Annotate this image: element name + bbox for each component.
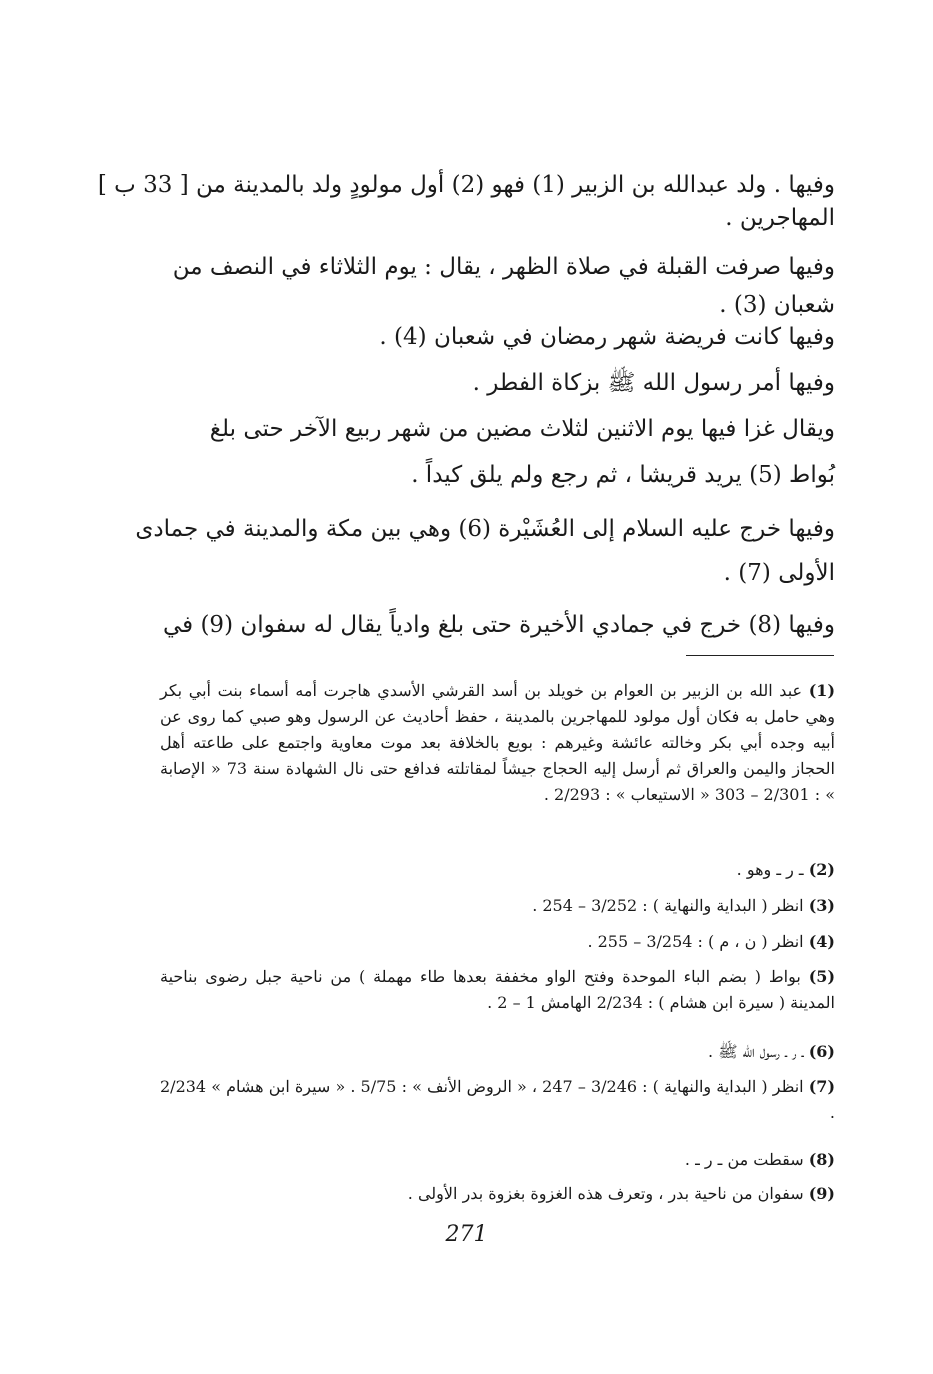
main-line-1: وفيها . ولد عبدالله بن الزبير (1) فهو (2) أول مولودٍ ولد بالمدينة من [ 33 ب ] bbox=[97, 172, 835, 198]
main-line-5: وفيها كانت فريضة شهر رمضان في شعبان (4) . bbox=[379, 324, 835, 350]
footnote-3-number: (3) bbox=[808, 896, 835, 915]
footnote-5-number: (5) bbox=[808, 967, 836, 986]
footnote-8-text: سقطت من ـ ر ـ . bbox=[684, 1150, 804, 1169]
footnote-3 bbox=[532, 894, 835, 918]
footnote-1-number: (1) bbox=[808, 681, 836, 700]
footnote-7-number: (7) bbox=[808, 1077, 836, 1096]
page-number: 271 bbox=[445, 1222, 488, 1247]
footnote-1 bbox=[160, 678, 835, 808]
footnote-2-number: (2) bbox=[808, 860, 835, 879]
footnote-7-text: انظر ( البداية والنهاية ) : 3/246 – 247 ، « الروض الأنف » : 5/75 . « سيرة ابن هشام » 2/234 . bbox=[160, 1077, 835, 1122]
footnote-3-text: انظر ( البداية والنهاية ) : 3/252 – 254 . bbox=[532, 896, 804, 915]
main-line-11: وفيها (8) خرج في جمادي الأخيرة حتى بلغ وادياً يقال له سفوان (9) في bbox=[162, 612, 835, 638]
footnote-6-text: ـ ر ـ رسول الله ﷺ . bbox=[708, 1042, 804, 1061]
footnote-9-number: (9) bbox=[808, 1184, 835, 1203]
main-line-2: المهاجرين . bbox=[725, 205, 835, 231]
footnote-8-number: (8) bbox=[808, 1150, 835, 1169]
footnote-4-number: (4) bbox=[808, 932, 835, 951]
footnote-2 bbox=[737, 858, 835, 882]
footnote-5-text: بواط ( بضم الباء الموحدة وفتح الواو مخففة بعدها طاء مهملة ) من ناحية جبل رضوى بناحية المدينة ( سيرة ابن هشام ) : 2/234 الهامش 1 – 2 . bbox=[160, 967, 835, 1012]
main-line-3: وفيها صرفت القبلة في صلاة الظهر ، يقال : يوم الثلاثاء في النصف من bbox=[172, 254, 835, 280]
footnote-6-number: (6) bbox=[808, 1042, 835, 1061]
main-line-8: بُواط (5) يريد قريشا ، ثم رجع ولم يلق كيداً . bbox=[411, 462, 835, 488]
footnote-4 bbox=[587, 930, 835, 954]
footnote-1-text: عبد الله بن الزبير بن العوام بن خويلد بن أسد القرشي الأسدي هاجرت أمه أسماء بنت أبي بكر وهي حامل به فكان أول مولود للمهاجرين بالمدينة ، حفظ أحاديث عن الرسول وهو صبي كما روى عن أبيه وجده أبي بكر وخالته عائشة وغيرهم : بويع بالخلافة بعد موت معاوية واجتمع على طاعته أهل الحجاز واليمن والعراق ثم أرسل إليه الحجاج جيشاً لمقاتلته فدافع حتى نال الشهادة سنة 73 « الإصابة » : 2/301 – 303 « الاستيعاب » : 2/293 . bbox=[160, 681, 835, 804]
main-line-7: ويقال غزا فيها يوم الاثنين لثلاث مضين من شهر ربيع الآخر حتى بلغ bbox=[209, 416, 835, 442]
footnote-7 bbox=[160, 1074, 835, 1126]
footnote-separator bbox=[686, 655, 834, 656]
footnote-4-text: انظر ( ن ، م ) : 3/254 – 255 . bbox=[587, 932, 804, 951]
main-line-10: الأولى (7) . bbox=[723, 560, 835, 586]
footnote-2-text: ـ ر ـ وهو . bbox=[736, 860, 804, 879]
footnote-9-text: سفوان من ناحية بدر ، وتعرف هذه الغزوة بغزوة بدر الأولى . bbox=[407, 1184, 804, 1203]
main-line-6: وفيها أمر رسول الله ﷺ بزكاة الفطر . bbox=[472, 370, 835, 396]
main-line-4: شعبان (3) . bbox=[719, 292, 835, 318]
footnote-9 bbox=[408, 1182, 835, 1206]
main-line-9: وفيها خرج عليه السلام إلى العُشَيْرة (6) وهي بين مكة والمدينة في جمادى bbox=[135, 516, 835, 542]
footnote-8 bbox=[685, 1148, 835, 1172]
footnote-6 bbox=[708, 1040, 835, 1064]
footnote-5 bbox=[160, 964, 835, 1016]
